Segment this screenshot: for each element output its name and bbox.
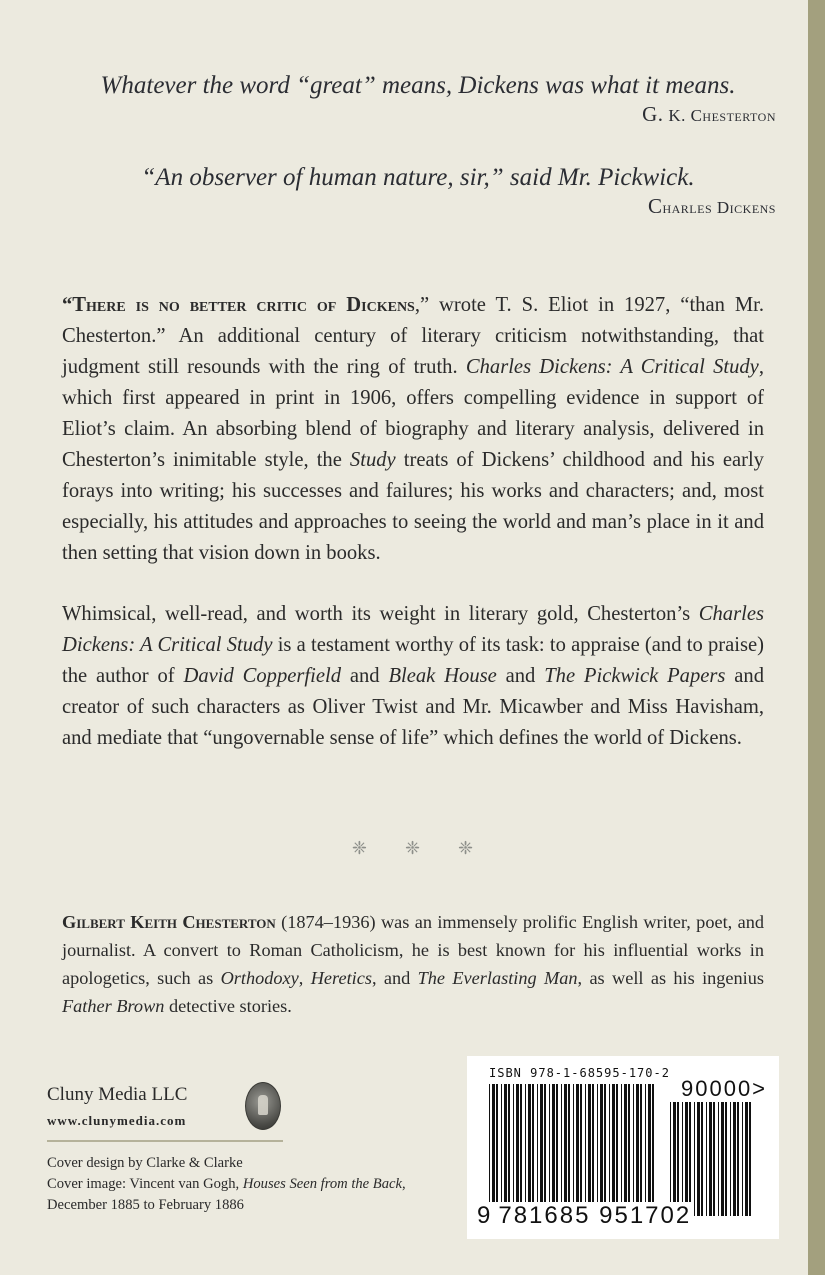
barcode-digits xyxy=(475,1202,693,1230)
spine-edge xyxy=(808,0,825,1275)
design-credit: Cover design by Clarke & Clarke xyxy=(47,1155,243,1171)
ornament-icon: ❈ xyxy=(458,838,474,858)
artwork-title: Houses Seen from the Back xyxy=(242,1176,402,1192)
book-title: David Copperfield xyxy=(183,665,342,687)
book-title: Orthodoxy xyxy=(220,968,299,988)
price-addon-barcode-icon xyxy=(670,1102,756,1216)
epigraph-chesterton xyxy=(60,70,776,128)
barcode-bar xyxy=(673,1102,676,1216)
digit-group: 781685 xyxy=(498,1202,591,1229)
barcode-bar xyxy=(677,1102,679,1216)
publisher-seal-icon xyxy=(245,1082,281,1130)
epigraph-quote: Whatever the word “great” means, Dickens was what it means. xyxy=(100,72,736,99)
isbn-label: ISBN 978-1-68595-170-2 xyxy=(489,1066,670,1080)
text: (1874–1936) was an immensely prolific English writer, poet, and journalist. A convert to Roman Catholicism, he is best known for his influential works in apologetics, such as xyxy=(62,912,764,988)
book-title: Charles Dickens: A Critical Study xyxy=(62,603,764,656)
section-divider xyxy=(0,838,825,859)
barcode-bar xyxy=(697,1102,700,1216)
text: , xyxy=(401,1176,406,1192)
cover-credits xyxy=(47,1153,447,1216)
barcode-bar xyxy=(737,1102,739,1216)
barcode-bar xyxy=(694,1102,695,1216)
text: is a testament worthy of its task: to appraise (and to praise) the author of xyxy=(62,634,764,687)
text: Whimsical, well-read, and worth its weight in literary gold, Chesterton’s xyxy=(62,603,699,625)
barcode-bar xyxy=(689,1102,691,1216)
book-title: The Everlasting Man xyxy=(417,968,578,988)
text: , as well as his ingenius xyxy=(577,968,765,988)
epigraph-quote: “An observer of human nature, sir,” said Mr. Pickwick. xyxy=(141,164,695,191)
epigraph-author: G. K. Chesterton xyxy=(642,102,776,126)
book-title: Charles Dickens: A Critical Study xyxy=(465,356,759,378)
text: and creator of such characters as Oliver Twist and Mr. Micawber and Miss Havisham, and mediate that “ungovernable sense of life” which defines the world of Dickens. xyxy=(62,665,765,749)
author-bio xyxy=(62,908,764,1020)
barcode-bar xyxy=(730,1102,731,1216)
text: , xyxy=(298,968,311,988)
barcode-bar xyxy=(709,1102,712,1216)
image-dates: December 1885 to February 1886 xyxy=(47,1197,244,1213)
digit: 9 xyxy=(477,1202,493,1229)
barcode-bar xyxy=(685,1102,688,1216)
ornament-icon: ❈ xyxy=(351,838,367,858)
text: treats of Dickens’ childhood and his early forays into writing; his successes and failures; his works and characters; and, most especially, his attitudes and approaches to seeing the world and man’s place in it and then setting that vision down in books. xyxy=(62,449,764,564)
text: ,” wrote T. S. Eliot in 1927, “than Mr. Chesterton.” An additional century of literary criticism notwithstanding, that judgment still resounds with the ring of truth. xyxy=(62,294,764,378)
text: , and xyxy=(371,968,418,988)
barcode-bar xyxy=(721,1102,724,1216)
barcode-bar xyxy=(749,1102,751,1216)
description-paragraph-2 xyxy=(62,599,764,754)
price-code: 90000> xyxy=(681,1076,768,1101)
publisher-name: Cluny Media LLC xyxy=(47,1084,188,1105)
text: and xyxy=(496,665,545,687)
text: , which first appeared in print in 1906, offers compelling evidence in support of Eliot’s claim. An absorbing blend of biography and literary analysis, delivered in Chesterton’s inimitable style, the xyxy=(62,356,764,471)
epigraph-author: Charles Dickens xyxy=(647,194,776,218)
barcode-bar xyxy=(733,1102,736,1216)
book-title: Study xyxy=(349,449,396,471)
description-paragraph-1 xyxy=(62,290,764,569)
ornament-icon: ❈ xyxy=(404,838,421,858)
digit-group: 951702 xyxy=(599,1202,692,1229)
barcode-bar xyxy=(745,1102,748,1216)
publisher-url: www.clunymedia.com xyxy=(47,1113,187,1128)
image-credit xyxy=(47,1174,447,1195)
barcode-bar xyxy=(682,1102,683,1216)
text: Cover image: Vincent van Gogh, xyxy=(47,1176,243,1192)
text: detective stories. xyxy=(164,996,292,1016)
book-title: Bleak House xyxy=(388,665,497,687)
barcode-bar xyxy=(725,1102,727,1216)
barcode-bar xyxy=(718,1102,719,1216)
book-title: Father Brown xyxy=(62,996,165,1016)
epigraph-dickens xyxy=(60,162,776,220)
divider-rule xyxy=(47,1140,283,1142)
book-title: The Pickwick Papers xyxy=(544,665,726,687)
barcode-bar xyxy=(701,1102,703,1216)
lead-quote: “There is no better critic of Dickens xyxy=(62,294,415,316)
text: and xyxy=(341,665,389,687)
book-title: Heretics xyxy=(310,968,372,988)
barcode-box xyxy=(467,1056,779,1239)
author-name: Gilbert Keith Chesterton xyxy=(62,912,276,932)
barcode-bar xyxy=(713,1102,715,1216)
barcode-bar xyxy=(742,1102,743,1216)
barcode-bar xyxy=(706,1102,707,1216)
barcode-bar xyxy=(670,1102,671,1216)
